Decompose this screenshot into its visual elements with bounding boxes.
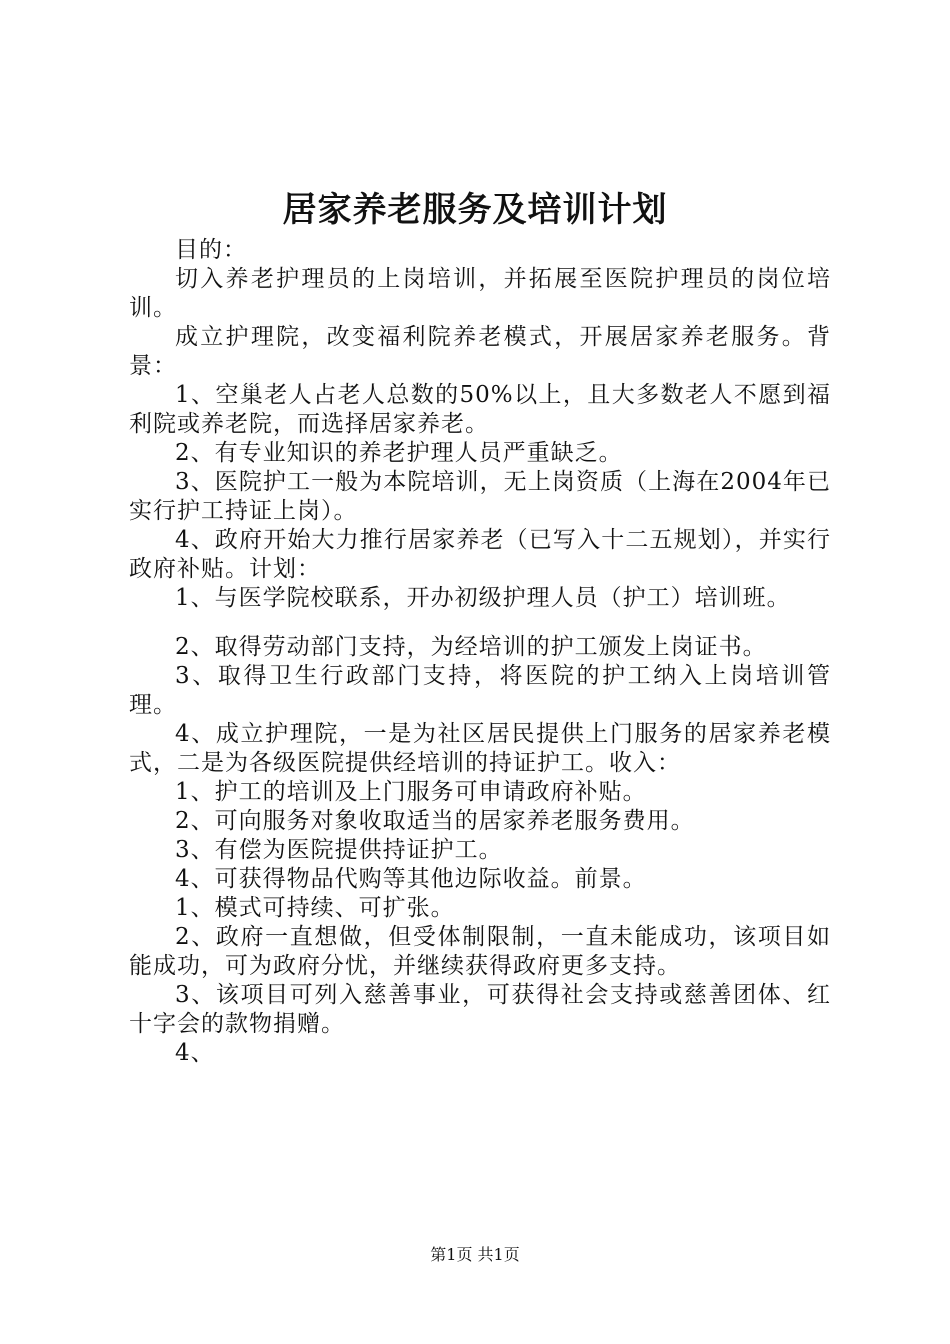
- paragraph: 1、护工的培训及上门服务可申请政府补贴。: [175, 779, 647, 805]
- paragraph: 切入养老护理员的上岗培训，并拓展至医院护理员的岗位培训。: [129, 266, 831, 321]
- paragraph: 1、模式可持续、可扩张。: [175, 895, 455, 921]
- paragraph: 3、该项目可列入慈善事业，可获得社会支持或慈善团体、红十字会的款物捐赠。: [129, 982, 831, 1037]
- document-title: 居家养老服务及培训计划: [282, 190, 668, 230]
- paragraph: 4、政府开始大力推行居家养老（已写入十二五规划），并实行政府补贴。计划：: [129, 527, 831, 582]
- paragraph: 2、政府一直想做，但受体制限制，一直未能成功，该项目如能成功，可为政府分忧，并继续获得政府更多支持。: [129, 924, 831, 979]
- paragraph: 2、有专业知识的养老护理人员严重缺乏。: [175, 440, 623, 466]
- page-footer: 第1页 共1页: [430, 1245, 520, 1264]
- paragraph: 3、有偿为医院提供持证护工。: [175, 837, 503, 863]
- paragraph: 3、医院护工一般为本院培训，无上岗资质（上海在2004年已实行护工持证上岗）。: [129, 469, 831, 524]
- paragraph: 1、与医学院校联系，开办初级护理人员（护工）培训班。: [175, 585, 791, 611]
- paragraph: 3、取得卫生行政部门支持，将医院的护工纳入上岗培训管理。: [129, 663, 831, 718]
- paragraph: 4、: [175, 1040, 215, 1066]
- paragraph: 1、空巢老人占老人总数的50%以上，且大多数老人不愿到福利院或养老院，而选择居家养老。: [129, 382, 831, 437]
- document-body: [129, 236, 831, 1068]
- paragraph: 2、可向服务对象收取适当的居家养老服务费用。: [175, 808, 695, 834]
- paragraph: 成立护理院，改变福利院养老模式，开展居家养老服务。背景：: [129, 324, 831, 379]
- paragraph: 2、取得劳动部门支持，为经培训的护工颁发上岗证书。: [175, 634, 767, 660]
- paragraph: 目的：: [175, 237, 247, 263]
- paragraph: 4、可获得物品代购等其他边际收益。前景。: [175, 866, 647, 892]
- paragraph: 4、成立护理院，一是为社区居民提供上门服务的居家养老模式，二是为各级医院提供经培训的持证护工。收入：: [129, 721, 831, 776]
